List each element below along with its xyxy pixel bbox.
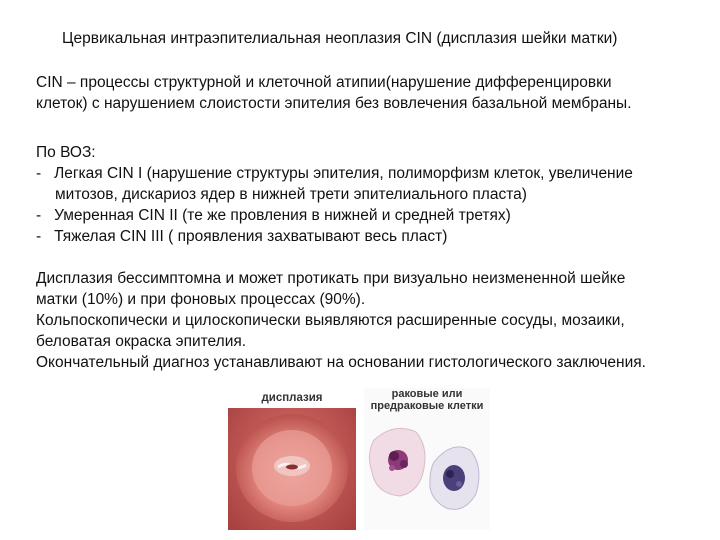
who-classification: [36, 142, 708, 247]
illustration: [228, 388, 490, 530]
list-item-text: Умеренная CIN II (те же провления в нижней и средней третях): [54, 207, 511, 224]
notes-line: беловатая окраска эпителия.: [36, 333, 247, 350]
list-item-text: Тяжелая CIN III ( проявления захватывают весь пласт): [54, 228, 448, 245]
definition-line-2: клеток) с нарушением слоистости эпителия без вовлечения базальной мембраны.: [36, 95, 632, 112]
list-item-continuation: митозов, дискариоз ядер в нижней трети эпителиального пласта): [55, 186, 527, 203]
list-item: [36, 163, 708, 184]
dysplasia-label: дисплазия: [228, 388, 356, 408]
cancer-cells-label-line-2: предраковые клетки: [370, 400, 484, 412]
cervix-photo: [228, 388, 356, 530]
cancer-cells-label-line-1: раковые или: [391, 388, 463, 400]
definition-paragraph: [36, 72, 708, 114]
cervix-illustration: [228, 388, 356, 530]
bullet-marker: -: [36, 165, 42, 182]
bullet-marker: -: [36, 207, 42, 224]
who-heading: По ВОЗ:: [36, 144, 96, 161]
notes-paragraph: [36, 268, 708, 373]
notes-line: матки (10%) и при фоновых процессах (90%).: [36, 291, 366, 308]
notes-line: Кольпоскопически и цилоскопически выявляются расширенные сосуды, мозаики,: [36, 312, 625, 329]
notes-line: Дисплазия бессимптомна и может протикать при визуально неизмененной шейке: [36, 270, 626, 287]
definition-line-1: CIN – процессы структурной и клеточной атипии(нарушение дифференцировки: [36, 74, 612, 91]
cells-illustration: [364, 388, 490, 530]
bullet-marker: -: [36, 228, 42, 245]
list-item: [36, 226, 708, 247]
notes-line: Окончательный диагноз устанавливают на основании гистологического заключения.: [36, 354, 646, 371]
cells-image: [364, 388, 490, 530]
list-item-text: Легкая CIN I (нарушение структуры эпителия, полиморфизм клеток, увеличение: [54, 165, 633, 182]
slide-title: Цервикальная интраэпителиальная неоплазия CIN (дисплазия шейки матки): [62, 30, 618, 47]
list-item: [36, 205, 708, 226]
